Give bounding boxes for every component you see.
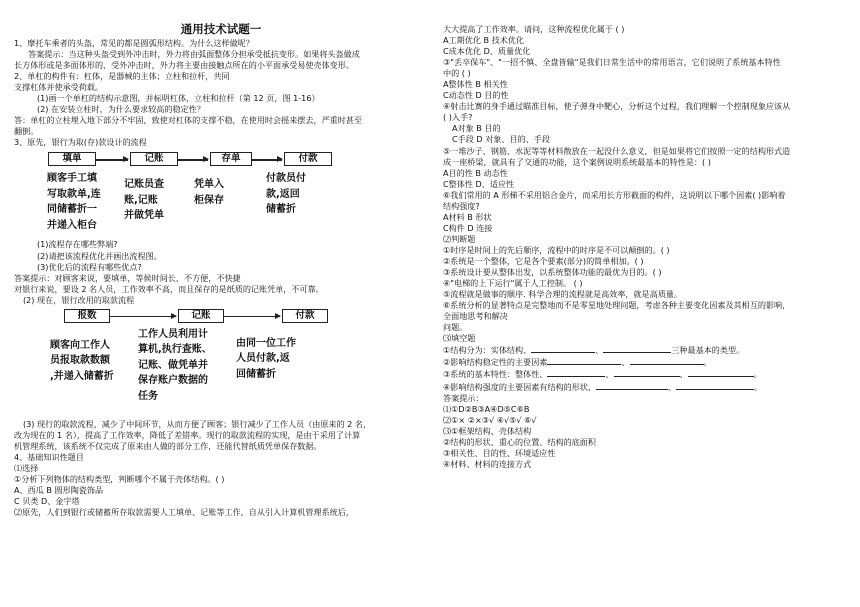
answer-3-line6: 机管理系统，该系统不仅完成了原来由人做的部分工作，还能代替纸质凭单保存数据。 [14,440,322,451]
choice-5-cont: 成一座桥梁，就具有了交通的功能，这个案例说明系统最基本的特性是：( ) [443,156,711,167]
answer-judge: ⑵①× ②×③√ ④√⑤√ ⑥√ [443,414,537,425]
choice-6-options-cd: C构件 D 连接 [443,222,493,233]
judge-6-cont2: 问题。 [443,322,468,333]
blank-3-line-2 [614,368,680,377]
choice-6-cont: 结构强度? [443,200,480,211]
blank-3-sep2: 、 [679,369,688,380]
blank-1-line-2 [603,344,671,353]
answer-blank-2: ②结构的形状、重心的位置、结构的底面积 [443,436,596,447]
blank-3-sep1: 、 [605,369,614,380]
choice-3-options-cd: C动态性 D 目的性 [443,90,509,101]
question-2-part2: (2) 在安装立柱时，为什么要求较高的稳定性？ [37,104,205,115]
question-2-part1: (1)画一个单杠的结构示意图，并标明杠体，立柱和拉杆（第 12 页，图 1-16） [37,93,320,104]
page-title: 通用技术试题一 [180,22,262,36]
answer-3-line4: (3) 现行的取款流程，减少了中间环节，从而方便了顾客；银行减少了工作人员（由原来的 2 名， [23,418,372,429]
choice-1: ①分析下列物体的结构类型，判断哪个不属于壳体结构。( ) [14,473,225,484]
flow1-arrow [96,159,128,160]
right-column [443,0,853,470]
judge-5: ⑤流程就是做事的顺序. 科学合理的流程就是高效率，就是高质量。 [443,289,683,300]
flow1-step-4: 付款员付 款,返回 储蓄折 [266,173,306,216]
choice-1-options-ab: A、西瓜 B 圆形陶瓷饰品 [14,485,104,496]
choice-2-options-ab: A工期优化 B 技术优化 [443,35,524,46]
choice-3-options-ab: A整体性 B 相关性 [443,79,508,90]
flow1-box-deposit-slip: 存单 [210,152,252,166]
left-column [14,0,428,518]
flow2-step-2: 工作人员利用计 算机,执行查账、 记账、做凭单并 保存账户数据的 任务 [138,328,212,402]
flow1-arrow [252,159,282,160]
blank-4-line-1 [596,381,668,390]
flow1-box-fill-form: 填单 [48,152,96,166]
answer-1-line1: 答案提示：当这种头盔受到外冲击时，外力将由弧面整体分担承受抵抗变形。如果将头盔做成 [28,49,360,60]
choice-6-options-ab: A材料 B 形状 [443,211,492,222]
answer-2-line1: 答：单杠的立柱埋入地下部分不牢固，致使对杠体的支撑不稳，在使用时会摇来摆去，严重时甚至 [14,115,363,126]
answer-blank-4: ④材料、材料的连接方式 [443,458,532,469]
answer-hint-heading: 答案提示： [443,392,484,403]
section-choice: ⑴选择 [14,462,39,473]
choice-3-cont: 中的 ( ) [443,68,471,79]
blank-4-sep: 、 [667,381,677,392]
blank-2 [443,356,853,368]
judge-6-cont1: 全面地思考和解决 [443,311,508,322]
flow2-box-payment: 付款 [282,309,328,323]
answer-choice: ⑴①D②B③A④D⑤C⑥B [443,403,530,414]
flow1-arrow [178,159,208,160]
answer-blank-3: ③相关性、目的性、环境适应性 [443,447,556,458]
flow2-step-1: 顾客向工作人 员报取款数额 ,并递入储蓄折 [50,339,114,382]
answer-3-line3: (2) 现在，银行改用的取款流程 [23,294,135,305]
blank-4-text: ④影响结构强度的主要因素有结构的形状、 [443,381,596,392]
choice-5: ⑤一堆沙子、钢筋、水泥等等材料散放在一起没什么意义，但是如果将它们按照一定的结构形式造 [443,145,791,156]
blank-2-sep: 、 [621,357,630,368]
choice-4-options-ab: A对象 B 目的 [452,123,501,134]
answer-3-line5: 改为现在的 1 名），提高了工作效率，降低了差错率。现行的取款流程的实现，是由于采用了计算 [14,429,361,440]
blank-3 [443,368,853,380]
blank-3-line-3 [688,368,754,377]
choice-1-options-cd: C 贝类 D、金字塔 [14,496,80,507]
choice-2-cont: 大大提高了工作效率。请问，这种流程优化属于 ( ) [443,24,625,34]
question-2: 2、单杠的构件有：杠体，是器械的主体；立柱和拉杆，共同 [14,71,230,82]
flow1-box-bookkeeping: 记账 [130,152,178,166]
answer-blank-1: ⑶①框架结构、壳体结构 [443,425,532,436]
answer-1-line2: 长方体形或是多面体形的，受外冲击时，外力将主要由接触点所在的小平面承受易使壳体变形。 [14,60,354,71]
choice-5-options-cd: C整体性 D、适应性 [443,178,515,189]
choice-5-options-ab: A目的性 B 动态性 [443,167,508,178]
answer-3-line2: 对银行来说，要设 2 名人员，工作效率不高，而且保存的是纸质的记账凭单，不可靠。 [14,283,324,294]
flow2-arrow [110,316,176,317]
blank-2-line-2 [630,356,704,365]
choice-4: ④射击比赛的身手通过瞄准目标，使子弹身中靶心，分析这个过程，我们理解一个控制现象应该从 [443,101,791,112]
answer-2-line2: 翻倒。 [14,126,39,137]
flow1-box-payment: 付款 [284,152,332,166]
section-true-false: ⑵判断题 [443,233,476,244]
choice-2: ⑵原先，人们到银行或储蓄所存取款需要人工填单、记账等工作，自从引入计算机管理系统后， [14,507,354,518]
blank-1-sep: 、 [595,345,604,356]
new-process-flowchart [14,307,428,417]
blank-2-end: 。 [703,357,712,368]
question-4: 4、基础知识性题目 [14,451,84,462]
blank-3-text: ③系统的基本特性：整体性、 [443,369,548,380]
judge-4: ④"电梯的上下运行"属于人工控制。 ( ) [443,278,583,289]
question-2-cont: 支撑杠体并使承受荷载。 [14,82,104,93]
flow1-step-3: 凭单入 柜保存 [194,179,224,206]
judge-1: ①时序是时间上的先后顺序，流程中的时序是不可以颠倒的。( ) [443,244,670,255]
choice-4-cont: ( )入手? [443,112,473,123]
flow1-step-2: 记账员查 账,记账 并做凭单 [124,179,164,222]
blank-4-end: 。 [754,381,763,392]
choice-2-options-cd: C成本优化 D、质量优化 [443,46,531,57]
question-3-part1: (1)流程存在哪些弊端? [37,239,118,250]
blank-1-end: 三种最基本的类型。 [671,345,745,356]
question-3: 3、原先，银行为取(存)款设计的流程 [14,137,147,148]
question-3-part3: (3)优化后的流程有哪些优点? [37,261,142,272]
blank-2-text: ②影响结构稳定性的主要因素 [443,357,548,368]
blank-3-line-1 [547,368,605,377]
blank-2-line-1 [547,356,621,365]
answer-3-line1: 答案提示：对顾客来说，要填单，等候时间长，不方便，不快捷 [14,272,241,283]
choice-3: ③"丢卒保车"、"一招不慎、全盘皆输"是我们日常生活中的常用语言，它们说明了系统基本特性 [443,57,781,68]
judge-2: ②系统是一个整体，它是各个要素(部分)的简单相加。( ) [443,255,644,266]
judge-6: ⑥系统分析的显著特点是完整地而不是零星地处理问题，考虑各种主要变化因素及其相互的影响， [443,300,791,311]
question-1: 1、摩托车乘者的头盔，常见的都是圆弧形结构。为什么这样做呢？ [14,38,254,48]
question-3-part2: (2)请把该流程优化并画出流程图。 [37,250,162,261]
flow2-step-3: 由同一位工作 人员付款,返 回储蓄折 [236,337,296,380]
blank-4 [443,381,853,393]
flow2-box-bookkeeping: 记账 [178,309,224,323]
old-process-flowchart [14,149,428,237]
blank-1 [443,344,853,356]
blank-4-line-2 [676,381,754,390]
flow1-step-1: 顾客手工填 写取款单,连 同储蓄折一 并递入柜台 [47,173,101,231]
blank-1-line-1 [531,344,595,353]
blank-1-text: ①结构分为：实体结构、 [443,345,532,356]
blank-3-end: 。 [753,369,762,380]
flow2-box-report-amount: 报数 [64,309,110,323]
judge-3: ③系统设计要从整体出发，以系统整体功能的最优为目的。( ) [443,267,662,278]
choice-4-options-cd: C手段 D 对象、目的、手段 [452,134,550,145]
choice-6: ⑥我们常用的 A 形梯不采用铝合金片，而采用长方形截面的构件，这说明以下哪个因素( )影响着 [443,189,786,200]
flow2-arrow [224,316,280,317]
section-fill-blank: ⑶填空题 [443,333,476,344]
